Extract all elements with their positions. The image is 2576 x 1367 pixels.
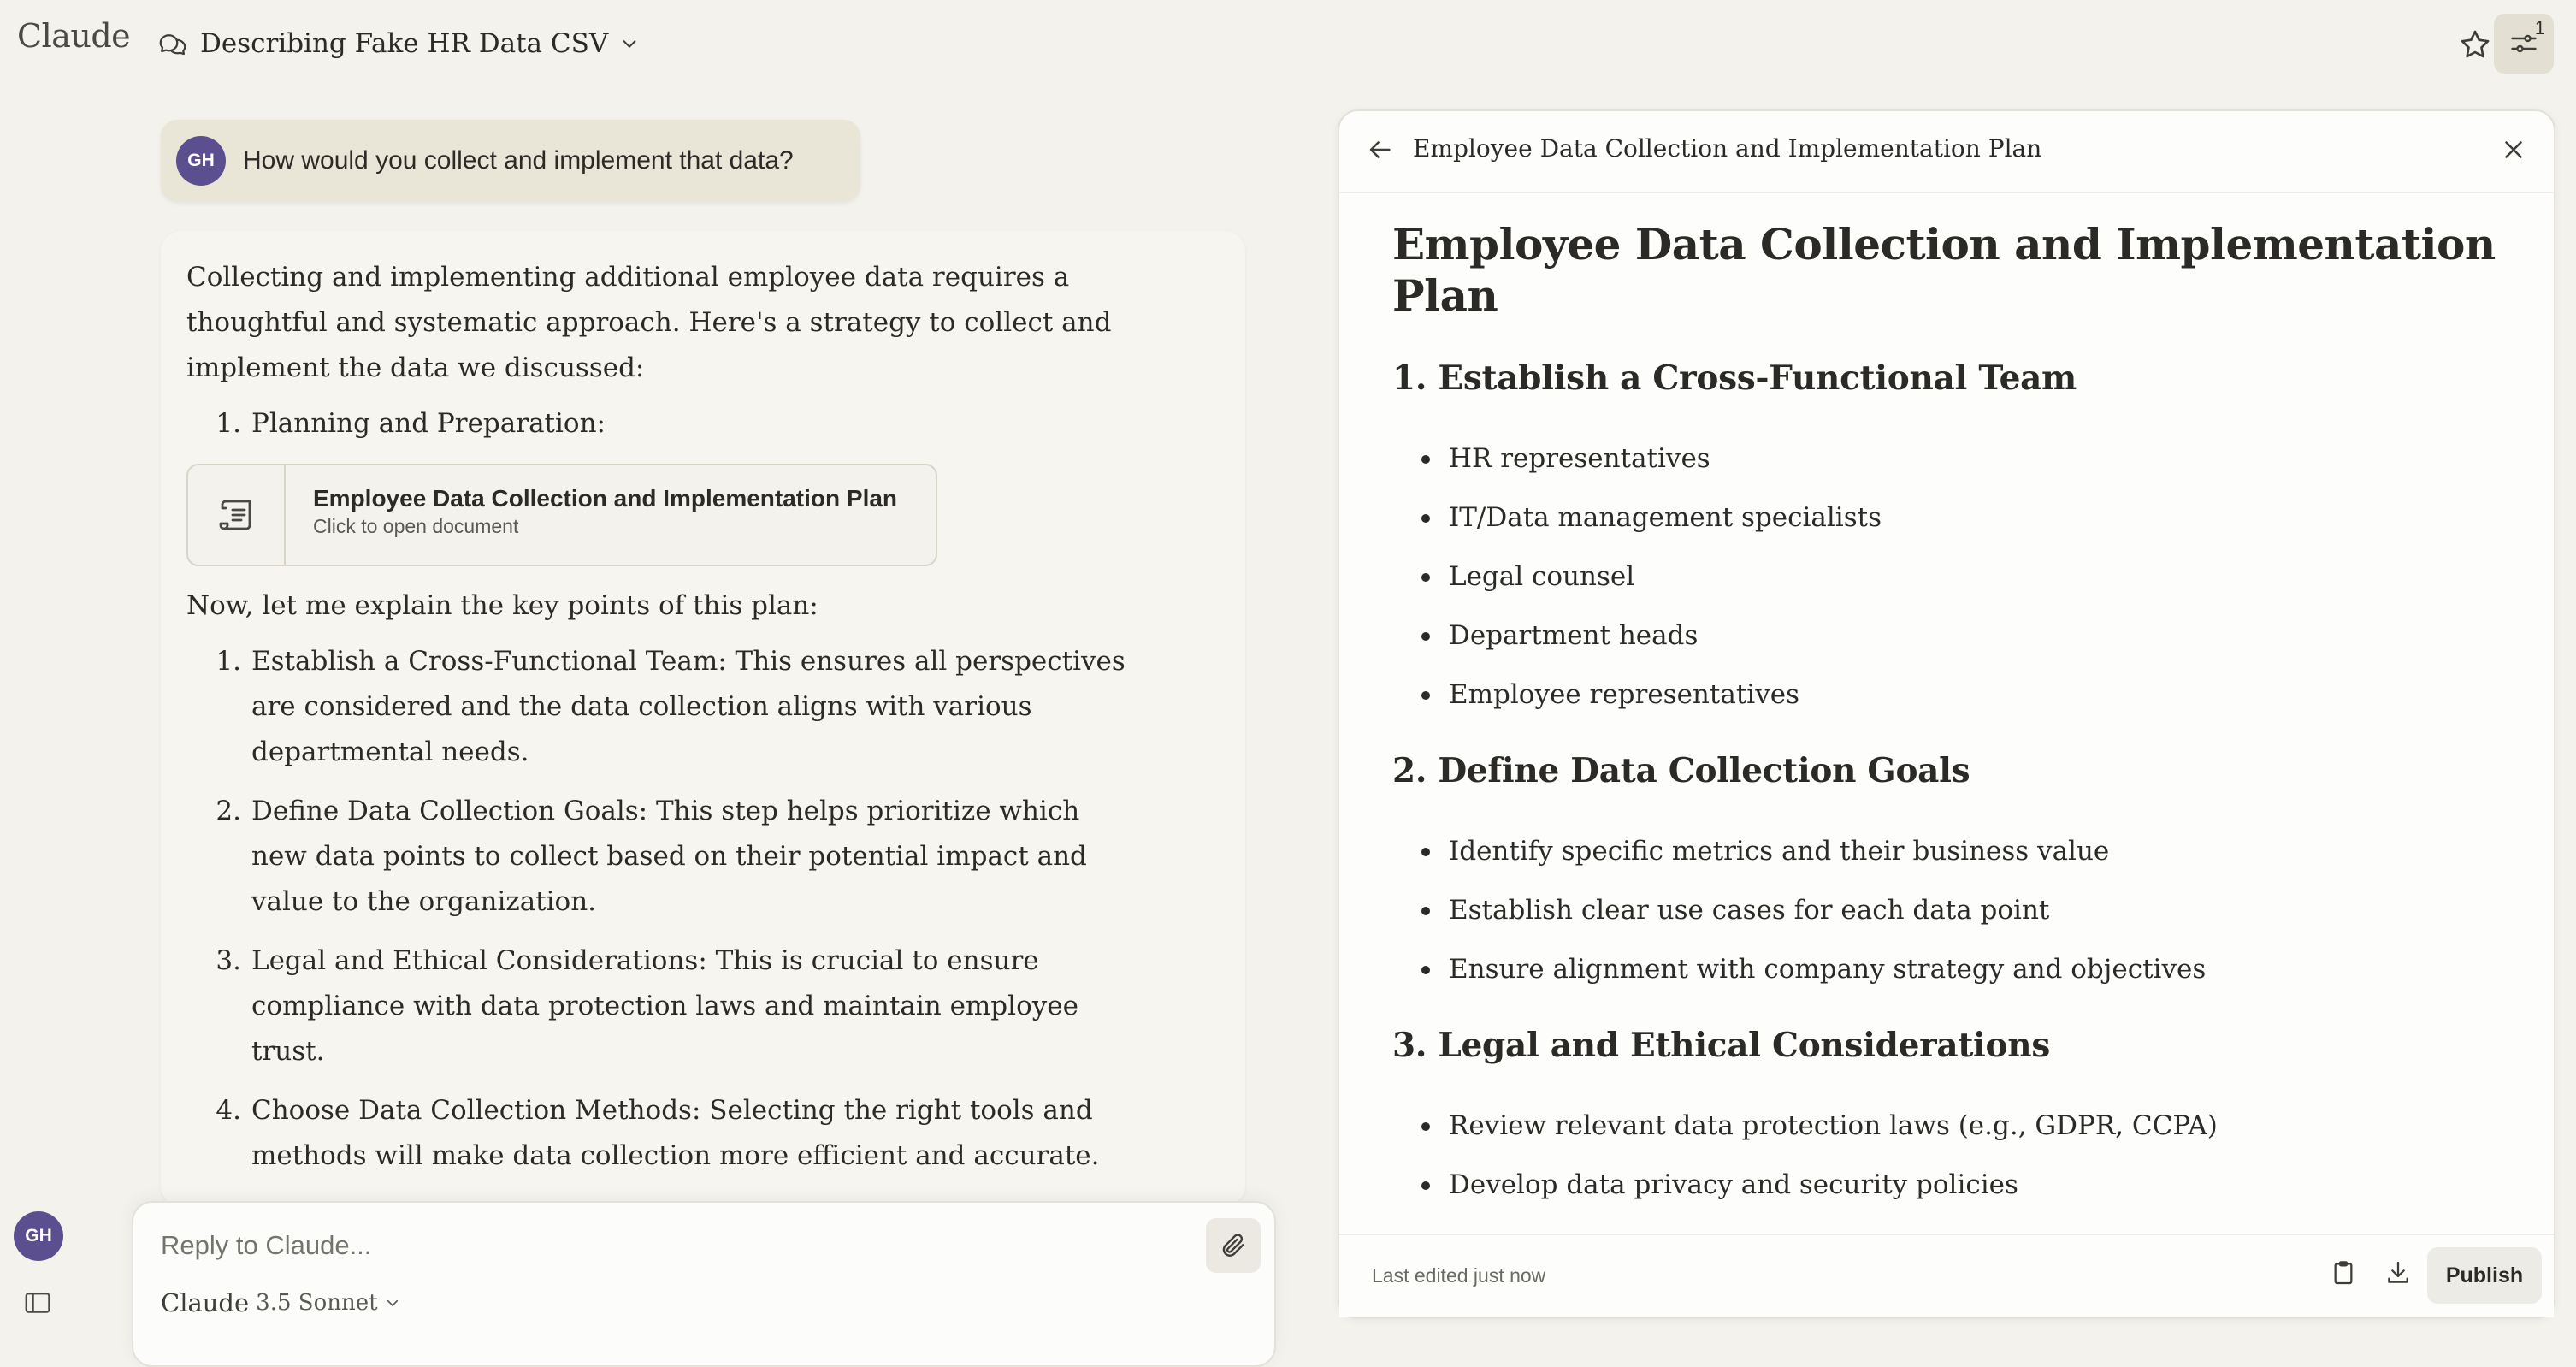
user-message [161, 120, 860, 202]
list-item-text: HR representatives [1449, 443, 1710, 474]
list-item [1392, 940, 2521, 999]
document-card[interactable] [186, 464, 937, 566]
copy-button[interactable] [2330, 1259, 2364, 1293]
list-item [1392, 547, 2521, 607]
panel-header [1339, 111, 2554, 193]
list-number: 1. [216, 646, 241, 677]
list-item [186, 1088, 1220, 1179]
section-heading: 2. Define Data Collection Goals [1392, 751, 1970, 790]
bullet [1421, 514, 1430, 523]
model-brand: Claude [161, 1288, 250, 1317]
back-button[interactable] [1365, 135, 1397, 168]
list-item [186, 401, 1220, 447]
list-item-text: Employee representatives [1449, 679, 1799, 710]
document-content [1392, 219, 2521, 1240]
list-item [1392, 881, 2521, 940]
last-edited-status: Last edited just now [1372, 1264, 1546, 1287]
panel-footer [1339, 1234, 2554, 1317]
list-item-text: Review relevant data protection laws (e.g., GDPR, CCPA) [1449, 1110, 2218, 1141]
document-title: Employee Data Collection and Implementation Plan [1392, 219, 2496, 321]
arrow-left-icon [1365, 135, 1397, 164]
section-heading: 3. Legal and Ethical Considerations [1392, 1026, 2050, 1065]
reply-composer[interactable] [132, 1201, 1276, 1367]
list-item-text: Ensure alignment with company strategy and objectives [1449, 954, 2207, 985]
panel-title: Employee Data Collection and Implementation Plan [1413, 134, 2042, 163]
section-list [1392, 822, 2521, 999]
list-item [186, 639, 1220, 775]
close-button[interactable] [2499, 135, 2530, 166]
conversation-title: Describing Fake HR Data CSV [200, 28, 609, 59]
assistant-intro: Collecting and implementing additional employee data requires a thoughtful and systematic approach. Here's a strategy to collect and implement the data we discussed: [186, 262, 1112, 383]
close-icon [2499, 135, 2530, 164]
bullet [1421, 1181, 1430, 1190]
list-item [1392, 822, 2521, 881]
conversation-title-menu[interactable] [157, 22, 639, 65]
model-name: 3.5 Sonnet [256, 1290, 378, 1316]
list-number: 3. [216, 945, 241, 976]
bullet [1421, 848, 1430, 856]
attach-button[interactable] [1206, 1218, 1261, 1273]
bullet [1421, 632, 1430, 641]
bullet [1421, 573, 1430, 582]
list-number: 2. [216, 796, 241, 826]
chevron-down-icon [385, 1295, 400, 1311]
list-item-text: Legal counsel [1449, 561, 1635, 592]
chat-bubbles-icon [157, 28, 188, 59]
list-item [1392, 607, 2521, 666]
user-message-text: How would you collect and implement that data? [243, 146, 794, 175]
user-avatar[interactable]: GH [14, 1211, 63, 1261]
star-icon [2458, 27, 2492, 62]
list-item-text: Establish clear use cases for each data point [1449, 895, 2050, 926]
settings-badge: 1 [2534, 17, 2545, 38]
list-text: Planning and Preparation: [251, 408, 606, 439]
list-number: 4. [216, 1095, 241, 1126]
list-item [186, 789, 1220, 925]
list-item [1392, 1097, 2521, 1156]
publish-button[interactable]: Publish [2427, 1247, 2542, 1304]
artifact-panel [1338, 109, 2555, 1319]
explain-intro: Now, let me explain the key points of this plan: [186, 590, 818, 621]
list-item [1392, 429, 2521, 488]
list-item [1392, 666, 2521, 725]
document-card-subtitle: Click to open document [313, 515, 519, 537]
reply-input[interactable]: Reply to Claude... [161, 1230, 372, 1260]
scroll-document-icon [188, 465, 286, 565]
list-text: Establish a Cross-Functional Team: This ensures all perspectives are considered and the data collection aligns with various departmental needs. [251, 646, 1126, 767]
assistant-message [161, 231, 1245, 1206]
list-item [1392, 488, 2521, 547]
bullet [1421, 455, 1430, 464]
bullet [1421, 966, 1430, 974]
user-message-avatar: GH [176, 136, 226, 186]
chevron-down-icon [620, 34, 639, 53]
list-text: Define Data Collection Goals: This step helps prioritize which new data points to collect based on their potential impact and value to the organization. [251, 796, 1087, 917]
sidebar-toggle-button[interactable] [24, 1290, 55, 1316]
list-number: 1. [216, 408, 241, 439]
list-item-text: Develop data privacy and security policies [1449, 1169, 2018, 1200]
star-button[interactable] [2455, 24, 2496, 65]
bullet [1421, 1122, 1430, 1131]
bullet [1421, 691, 1430, 700]
document-card-title: Employee Data Collection and Implementation Plan [313, 485, 898, 512]
list-item [186, 938, 1220, 1074]
list-text: Legal and Ethical Considerations: This is crucial to ensure compliance with data protection laws and maintain employee trust. [251, 945, 1078, 1067]
model-selector[interactable] [161, 1288, 400, 1317]
list-item-text: Department heads [1449, 620, 1699, 651]
list-item [1392, 1156, 2521, 1215]
section-list [1392, 429, 2521, 725]
paperclip-icon [1219, 1231, 1248, 1260]
download-icon [2384, 1259, 2419, 1287]
sidebar-icon [24, 1290, 55, 1316]
list-item-text: IT/Data management specialists [1449, 502, 1882, 533]
bullet [1421, 907, 1430, 915]
list-item-text: Identify specific metrics and their business value [1449, 836, 2110, 867]
clipboard-icon [2330, 1259, 2364, 1287]
settings-button[interactable] [2494, 14, 2554, 74]
section-heading: 1. Establish a Cross-Functional Team [1392, 358, 2077, 398]
app-brand[interactable]: Claude [17, 17, 131, 55]
list-text: Choose Data Collection Methods: Selecting the right tools and methods will make data collection more efficient and accurate. [251, 1095, 1100, 1171]
section-list [1392, 1097, 2521, 1215]
download-button[interactable] [2384, 1259, 2419, 1293]
